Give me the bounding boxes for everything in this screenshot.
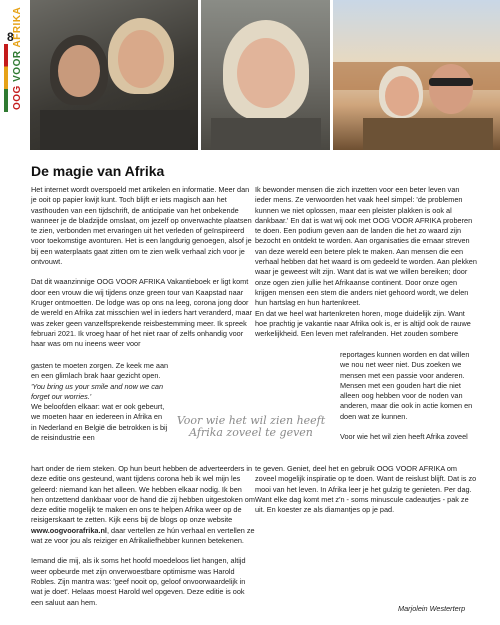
page-number: 8 [7, 30, 14, 44]
photo-couple-landscape [333, 0, 500, 150]
right-column-lower [255, 464, 477, 525]
left-paragraph-2e-wrap [31, 464, 255, 546]
left-column-wrap [31, 361, 169, 443]
left-paragraph-2b: gasten te moeten zorgen. Ze keek me aan en een glimlach brak haar gezicht open. [31, 361, 169, 381]
website-link[interactable]: www.oogvoorafrika.nl [31, 525, 107, 535]
left-quote: 'You bring us your smile and now we can forget our worries.' [31, 381, 163, 401]
left-paragraph-2e: hart onder de riem steken. Op hun beurt hebben de adverteerders in deze editie ons gesteund, want tijdens corona heb ik wel mijn les geleerd: niemand kan het alleen. We hebben elkaar nodig. Ik ben hen ontzettend dankbaar voor de hand die zij hebben uitgestoken om deze editie mogelijk te maken en ons te helpen Afrika weer op de reisigerskaart te zetten. Kijk eens bij de blogs op onze website [31, 464, 255, 525]
left-paragraph-1: Het internet wordt overspoeld met artikelen en informatie. Meer dan je ooit op papier kwijt kunt. Toch blijft er iets magisch aan het vasthouden van een tijdschrift, de anticipatie van het onbekende wanneer je de bladzijde omslaat, om jezelf op onverwachte plaatsen te zien, verbonden met ervaringen uit het verleden of geïnspireerd voor toekomstige avonturen. Het is een langdurig genoegen, alsof je bij een waterplaats gaat zitten om te zien welk verhaal zich voor je ontvouwt. [31, 185, 252, 267]
right-paragraph-2-indent: reportages kunnen worden en dat willen we nou net weer niet. Dus zoeken we mensen met een passie voor anderen. Mensen met een gouden hart die niet alleen oog hebben voor de noden van anderen, maar die ook in actie komen en doen wat ze kunnen. [340, 350, 473, 421]
article-title: De magie van Afrika [31, 163, 165, 179]
brand-logo: OOG VOOR AFRIKA [12, 6, 23, 110]
photo-collage [30, 0, 500, 150]
logo-stripes [4, 44, 8, 112]
left-paragraph-2d: We beloofden elkaar: wat er ook gebeurt, we moeten haar en iedereen in Afrika en in Nederland en België die betrokken is bij de reisindustrie een [31, 402, 168, 443]
right-column-indent [340, 350, 477, 442]
left-paragraph-2f: , daar vertellen ze hún verhaal en vertellen ze wat ze voor jou als reiziger en Afrikaliefhebber kunnen betekenen. [31, 525, 255, 546]
left-column-lower [31, 464, 255, 618]
right-paragraph-3b: te geven. Geniet, deel het en gebruik OOG VOOR AFRIKA om zoveel mogelijk inspiratie op te doen. Want de reislust blijft. Dat is zo mooi van het leven. In Afrika leer je het gulzig te genieten. Per dag. Want elke dag komt met z'n - soms minuscule cadeautjes - pak ze uit. En koester ze als diamantjes op je pad. [255, 464, 477, 515]
right-column-top [255, 185, 477, 339]
author-signature: Marjolein Westerterp [398, 604, 466, 613]
right-paragraph-1: Ik bewonder mensen die zich inzetten voor een beter leven van ieder mens. Ze verwoorden het vaak heel simpel: 'de problemen kunnen we niet oplossen, maar een pleister plakken is ook al dankbaar.' En dat is wat wij ook met OOG VOOR AFRIKA proberen te doen. Een podium geven aan de landen die het zo waard zijn bezocht en ontdekt te worden. Aan organisaties die ernaar streven van deze wereld een betere plek te maken. Aan mensen die een verhaal hebben dat het waard is om gedeeld te worden. Aan plekken waar je geweest wilt zijn. Want dat is wat we willen bereiken; door onze ogen zien jullie het Afrikaanse continent. Door onze ogen krijgen mensen een stem die anders niet gehoord wordt, we delen hun hartslag en hun hartenkreet. [255, 185, 477, 308]
left-paragraph-2a: Dat dit waanzinnige OOG VOOR AFRIKA Vakantieboek er ligt komt door een vrouw die wij tijdens onze green tour van Kaapstad naar Kruger ontmoetten. De lodge was op ons na leeg, corona jong door de wereld en Afrika zat misschien wel in ieders hart veranderd, maar was zeker geen vanzelfsprekende reisbestemming meer. Ik spreek februari 2021. Ik vroeg haar of het niet raar of zelfs onhandig voor haar was om nu ineens weer voor [31, 277, 253, 349]
left-paragraph-3: Iemand die mij, als ik soms het hoofd moedeloos liet hangen, altijd weer opbeurde met zijn onverwoestbare optimisme was Harold Robles. Zijn mantra was: 'geef nooit op, geloof onvoorwaardelijk in wat je doet'. Helaas moest Harold wel opgeven. Deze editie is ook een saluut aan hem. [31, 556, 246, 607]
photo-woman-smiling [201, 0, 330, 150]
left-column-top [31, 185, 255, 349]
pull-quote: Voor wie het wil zien heeft Afrika zoveel te geven [176, 414, 326, 439]
photo-couple-indoor [30, 0, 198, 150]
right-paragraph-3a: Voor wie het wil zien heeft Afrika zoveel [340, 432, 468, 442]
right-paragraph-2: En dat we heel wat hartenkreten horen, moge duidelijk zijn. Want hoe prachtig je vakantie naar Afrika ook is, er is altijd ook de rauwe werkelijkheid. Een leven met rafelranden. Het zouden sombere [255, 308, 471, 339]
